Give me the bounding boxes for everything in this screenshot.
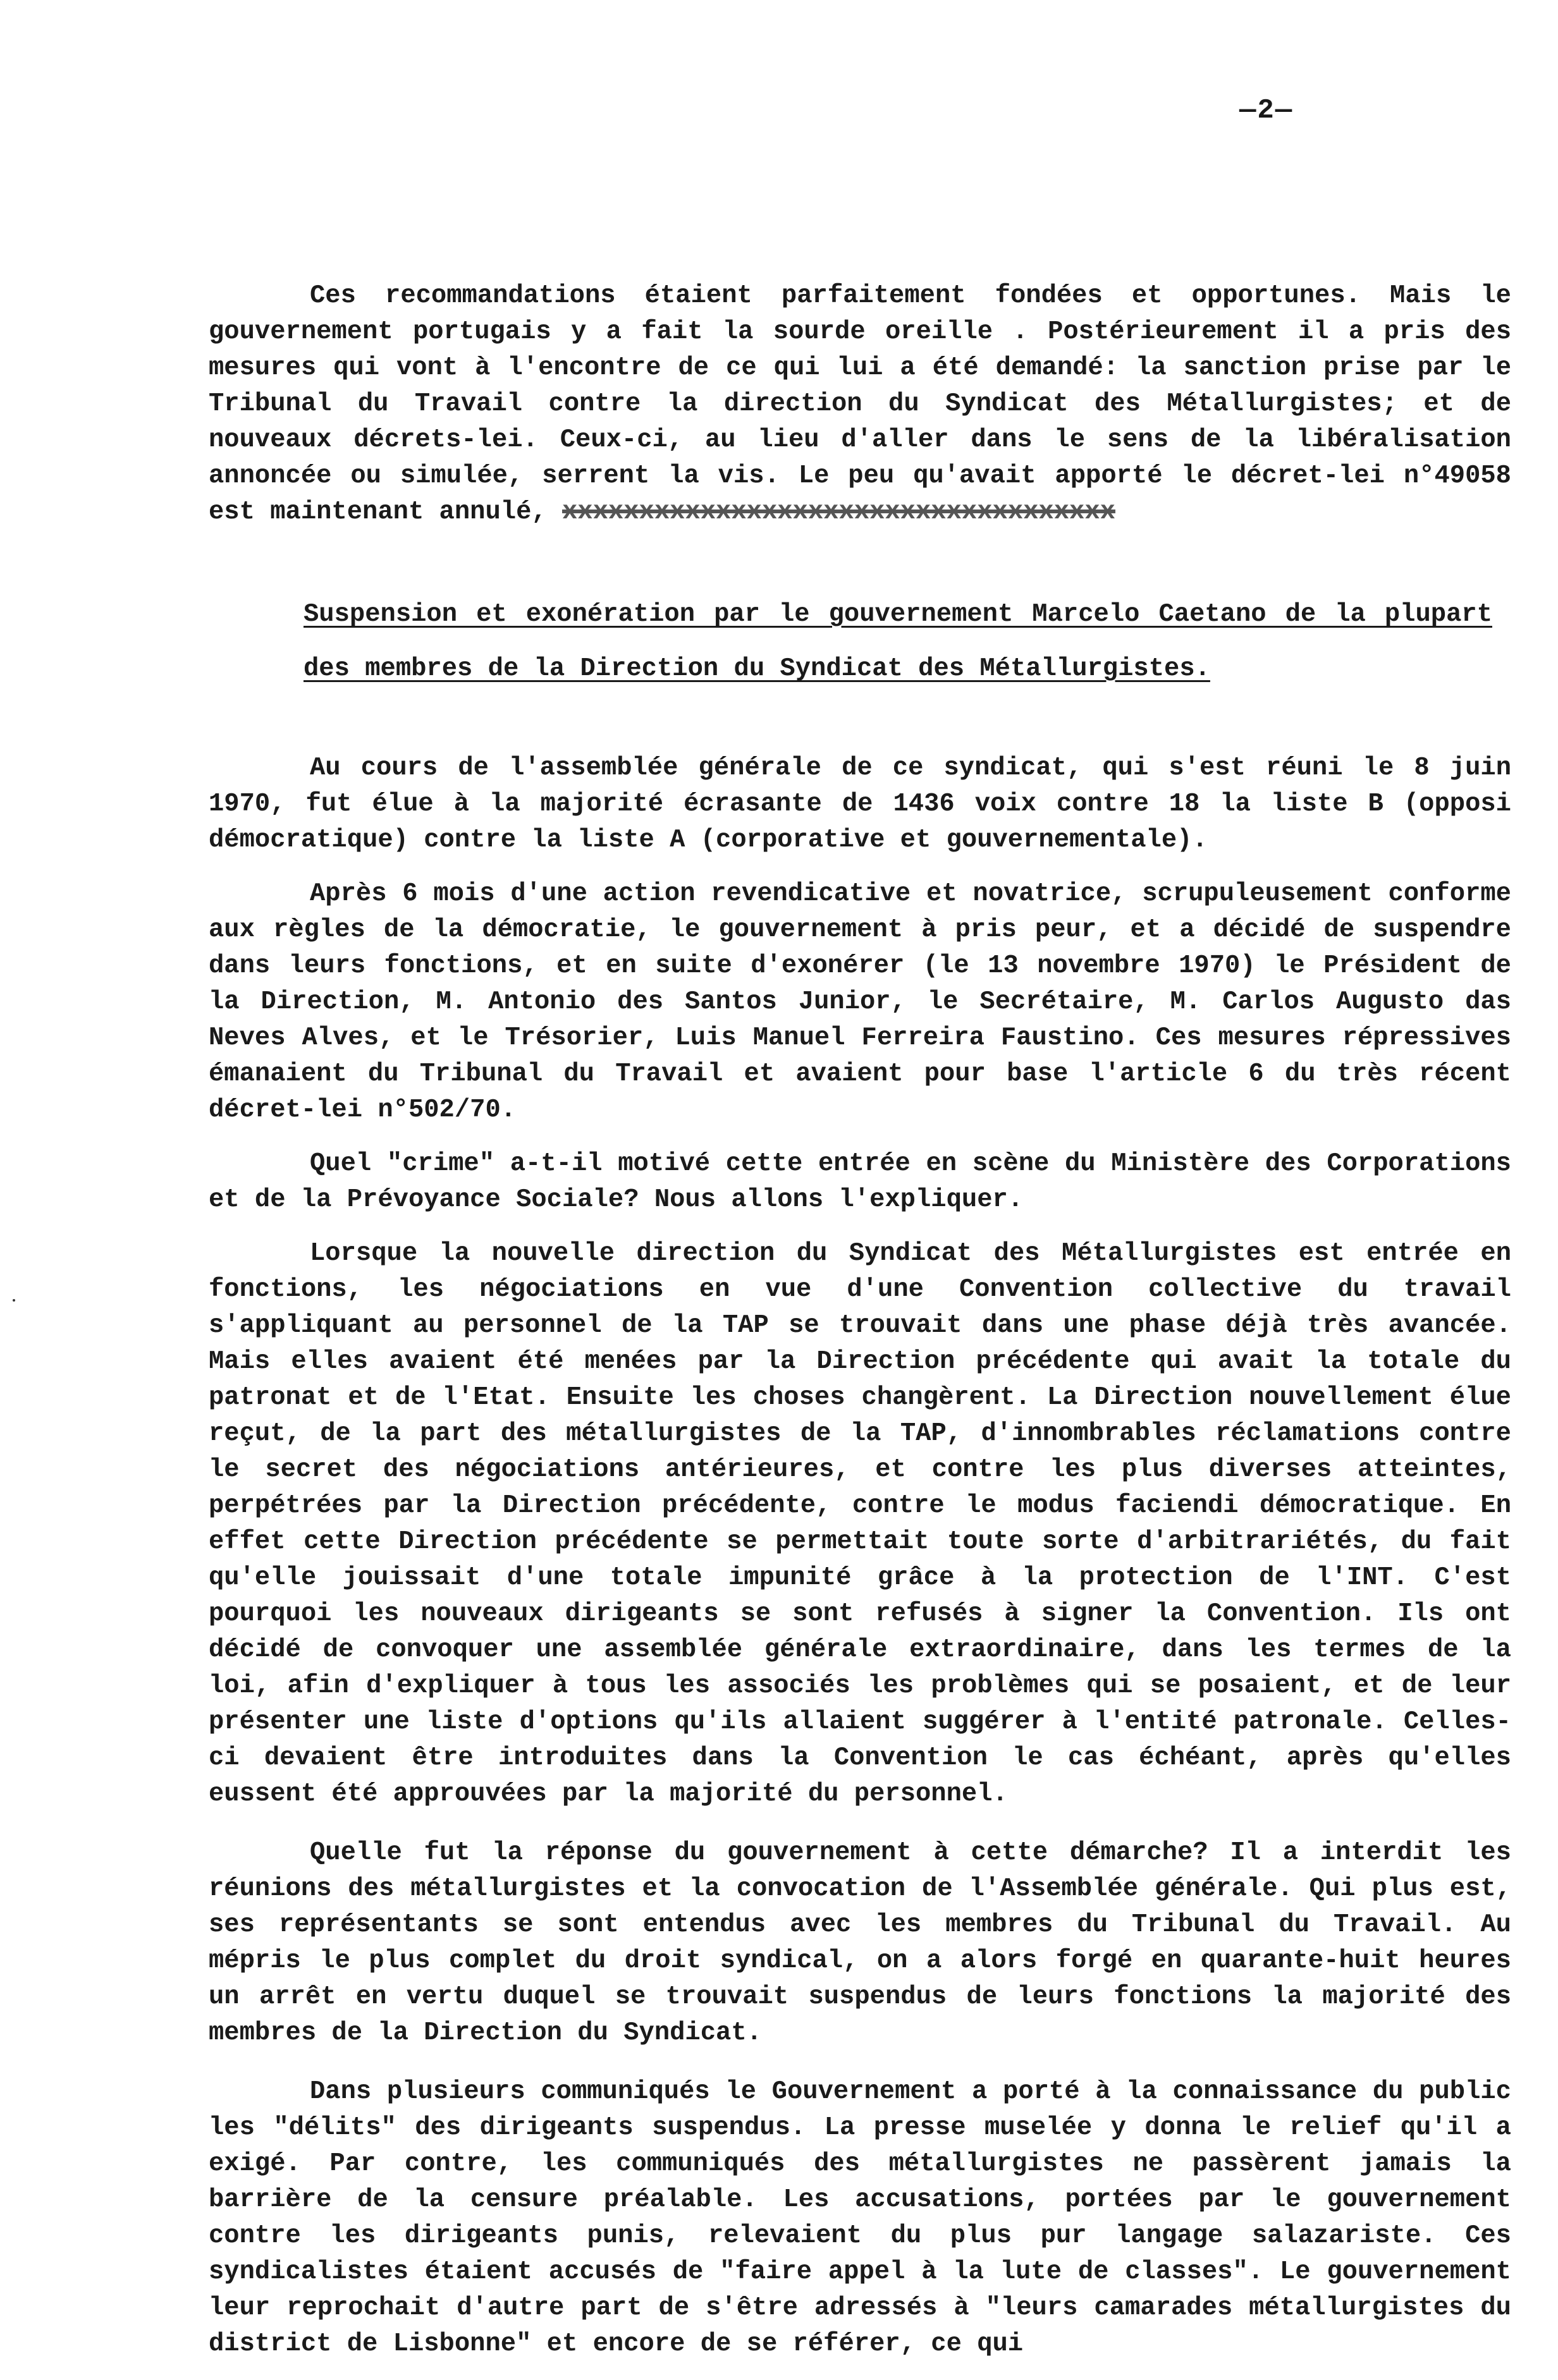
paragraph-suspension: Après 6 mois d'une action revendicative et novatrice, scrupuleusement conforme aux règles de la démocratie, le gouvernement à pris peur, et a décidé de suspendre dans leurs fonctions, et en suite d'exonérer (le 13 novembre 1970) le Président de la Direction, M. Antonio des Santos Junior, le Secrétaire, M. Carlos Augusto das Neves Alves, et le Trésorier, Luis Manuel Ferreira Faustino. Ces mesures répressives émanaient du Tribunal du Travail et avaient pour base l'article 6 du très récent décret-lei n°502/70.	[209, 879, 1511, 1125]
paragraph-communiques: Dans plusieurs communiqués le Gouvernement a porté à la connaissance du public les "délits" des dirigeants suspendus. La presse muselée y donna le relief qu'il a exigé. Par contre, les communiqués des métallurgistes ne passèrent jamais la barrière de la censure préalable. Les accusations, portées par le gouvernement contre les dirigeants punis, relevaient du plus pur langage salazariste. Ces syndicalistes étaient accusés de "faire appel à la lute de classes". Le gouvernement leur reprochait d'autre part de s'être adressés à "leurs camarades métallurgistes du district de Lisbonne" et encore de se référer, ce qui	[209, 2077, 1511, 2359]
document-body	[209, 278, 1511, 2380]
paragraph-tap-negotiations: Lorsque la nouvelle direction du Syndicat des Métallurgistes est entrée en fonctions, les négociations en vue d'une Convention collective du travail s'appliquant au personnel de la TAP se trouvait dans une phase déjà très avancée. Mais elles avaient été menées par la Direction précédente qui avait la totale du patronat et de l'Etat. Ensuite les choses changèrent. La Direction nouvellement élue reçut, de la part des métallurgistes de la TAP, d'innombrables réclamations contre le secret des négociations antérieures, et contre les plus diverses atteintes, perpétrées par la Direction précédente, contre le modus faciendi démocratique. En effet cette Direction précédente se permettait toute sorte d'arbitrariétés, du fait qu'elle jouissait d'une totale impunité grâce à la protection de l'INT. C'est pourquoi les nouveaux dirigeants se sont refusés à signer la Convention. Ils ont décidé de convoquer une assemblée générale extraordinaire, dans les termes de la loi, afin d'expliquer à tous les associés les problèmes qui se posaient, et de leur présenter une liste d'options qu'ils allaient suggérer à l'entité patronale. Celles-ci devaient être introduites dans la Convention le cas échéant, après qu'elles eussent été approuvées par la majorité du personnel.	[209, 1239, 1511, 1809]
margin-ink-dot	[13, 1299, 15, 1302]
paragraph-government-response: Quelle fut la réponse du gouvernement à cette démarche? Il a interdit les réunions des métallurgistes et la convocation de l'Assemblée générale. Qui plus est, ses représentants se sont entendus avec les membres du Tribunal du Travail. Au mépris le plus complet du droit syndical, on a alors forgé en quarante-huit heures un arrêt en vertu duquel se trouvait suspendus de leurs fonctions la majorité des membres de la Direction du Syndicat.	[209, 1838, 1511, 2047]
paragraph-assembly: Au cours de l'assemblée générale de ce syndicat, qui s'est réuni le 8 juin 1970, fut élue à la majorité écrasante de 1436 voix contre 18 la liste B (opposi démocratique) contre la liste A (corporative et gouvernementale).	[209, 754, 1511, 855]
paragraph-recommendations	[209, 278, 1511, 530]
struck-out-text: xxxxxxxxxxxxxxxxxxxxxxxxxxxxxxxxxxxx	[562, 497, 1115, 527]
page-number: —2—	[1239, 95, 1294, 126]
paragraph-text: Ces recommandations étaient parfaitement fondées et opportunes. Mais le gouvernement portugais y a fait la sourde oreille . Postérieurement il a pris des mesures qui vont à l'encontre de ce qui lui a été demandé: la sanction prise par le Tribunal du Travail contre la direction du Syndicat des Métallurgistes; et de nouveaux décrets-lei. Ceux-ci, au lieu d'aller dans le sens de la libéralisation annoncée ou simulée, serrent la vis. Le peu qu'avait apporté le décret-lei n°49058 est maintenant annulé,	[209, 281, 1511, 527]
paragraph-crime-question: Quel "crime" a-t-il motivé cette entrée en scène du Ministère des Corporations et de la Prévoyance Sociale? Nous allons l'expliquer.	[209, 1149, 1511, 1214]
section-heading: Suspension et exonération par le gouvernement Marcelo Caetano de la plupart des membres de la Direction du Syndicat des Métallurgistes.	[304, 600, 1492, 683]
